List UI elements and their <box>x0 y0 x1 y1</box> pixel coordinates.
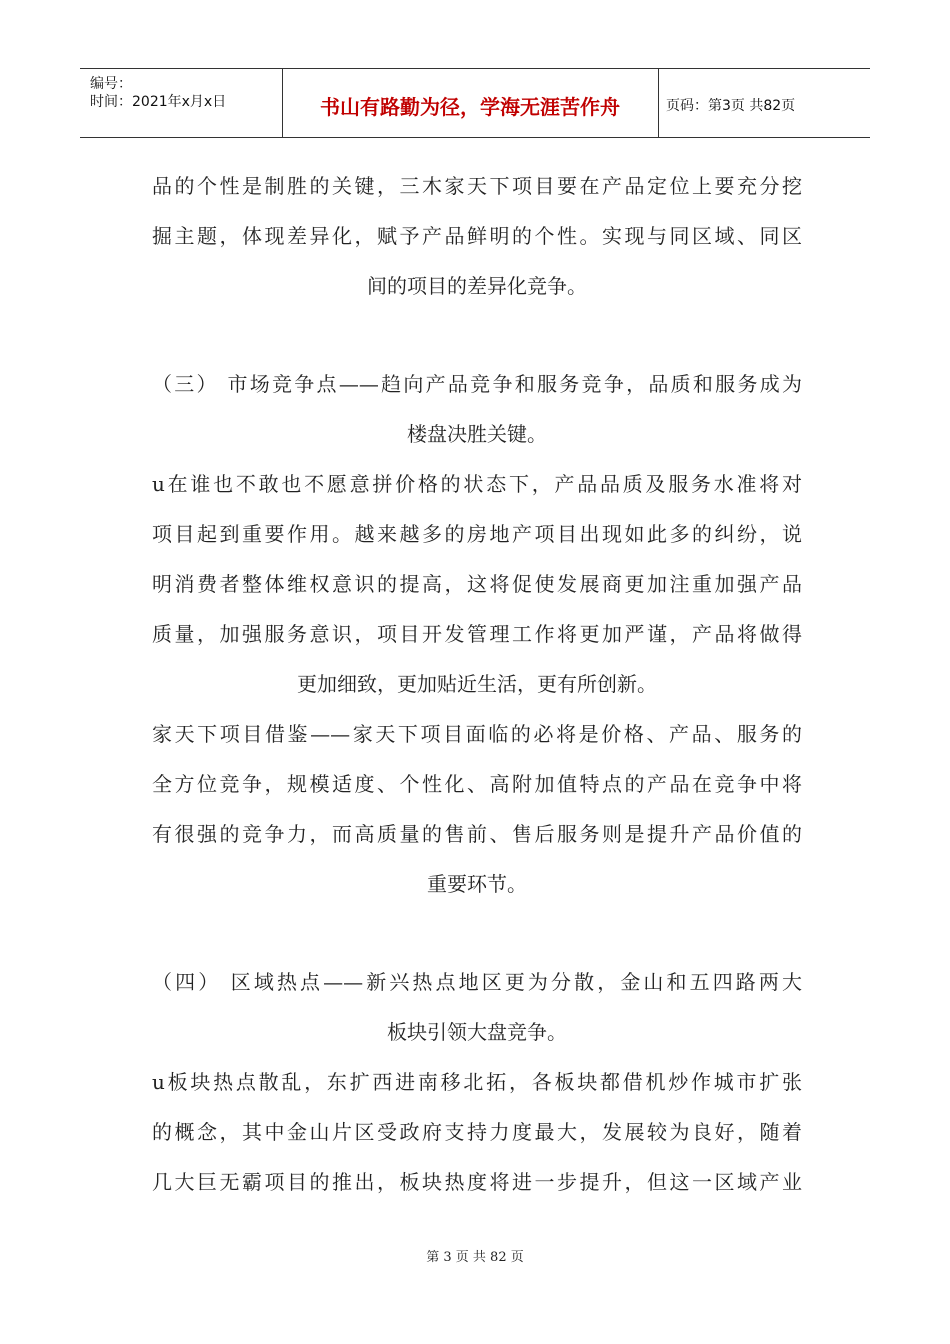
body-line: 几大巨无霸项目的推出，板块热度将进一步提升，但这一区域产业 <box>152 1170 802 1194</box>
page-header <box>80 68 870 138</box>
section-heading-4: （四） 区域热点——新兴热点地区更为分散，金山和五四路两大 <box>152 970 802 994</box>
body-line: 的概念，其中金山片区受政府支持力度最大，发展较为良好，随着 <box>152 1120 802 1144</box>
body-line: u在谁也不敢也不愿意拼价格的状态下，产品品质及服务水准将对 <box>152 472 802 496</box>
body-line: 质量，加强服务意识，项目开发管理工作将更加严谨，产品将做得 <box>152 622 802 646</box>
body-line: 明消费者整体维权意识的提高，这将促使发展商更加注重加强产品 <box>152 572 802 596</box>
body-line: 掘主题，体现差异化，赋予产品鲜明的个性。实现与同区域、同区 <box>152 224 802 248</box>
header-page-cell <box>658 69 870 137</box>
section-heading-3: （三） 市场竞争点——趋向产品竞争和服务竞争，品质和服务成为 <box>152 372 802 396</box>
body-line: 品的个性是制胜的关键，三木家天下项目要在产品定位上要充分挖 <box>152 174 802 198</box>
body-line: 家天下项目借鉴——家天下项目面临的必将是价格、产品、服务的 <box>152 722 802 746</box>
document-date: 时间：2021年x月x日 <box>90 94 227 110</box>
body-line: 项目起到重要作用。越来越多的房地产项目出现如此多的纠纷，说 <box>152 522 802 546</box>
body-line: 有很强的竞争力，而高质量的售前、售后服务则是提升产品价值的 <box>152 822 802 846</box>
body-line: 重要环节。 <box>427 872 527 896</box>
header-motto: 书山有路勤为径，学海无涯苦作舟 <box>320 95 620 119</box>
body-line: 更加细致，更加贴近生活，更有所创新。 <box>297 672 657 696</box>
header-meta-cell <box>80 69 283 137</box>
page-footer: 第 3 页 共 82 页 <box>426 1250 524 1265</box>
body-line: 间的项目的差异化竞争。 <box>367 274 587 298</box>
section-heading-3-cont: 楼盘决胜关键。 <box>407 422 547 446</box>
body-line: u板块热点散乱，东扩西进南移北拓，各板块都借机炒作城市扩张 <box>152 1070 802 1094</box>
section-heading-4-cont: 板块引领大盘竞争。 <box>387 1020 567 1044</box>
header-motto-cell <box>282 69 659 137</box>
header-page-info: 页码：第3页 共82页 <box>666 98 796 114</box>
body-line: 全方位竞争，规模适度、个性化、高附加值特点的产品在竞争中将 <box>152 772 802 796</box>
document-code: 编号： <box>90 76 132 92</box>
